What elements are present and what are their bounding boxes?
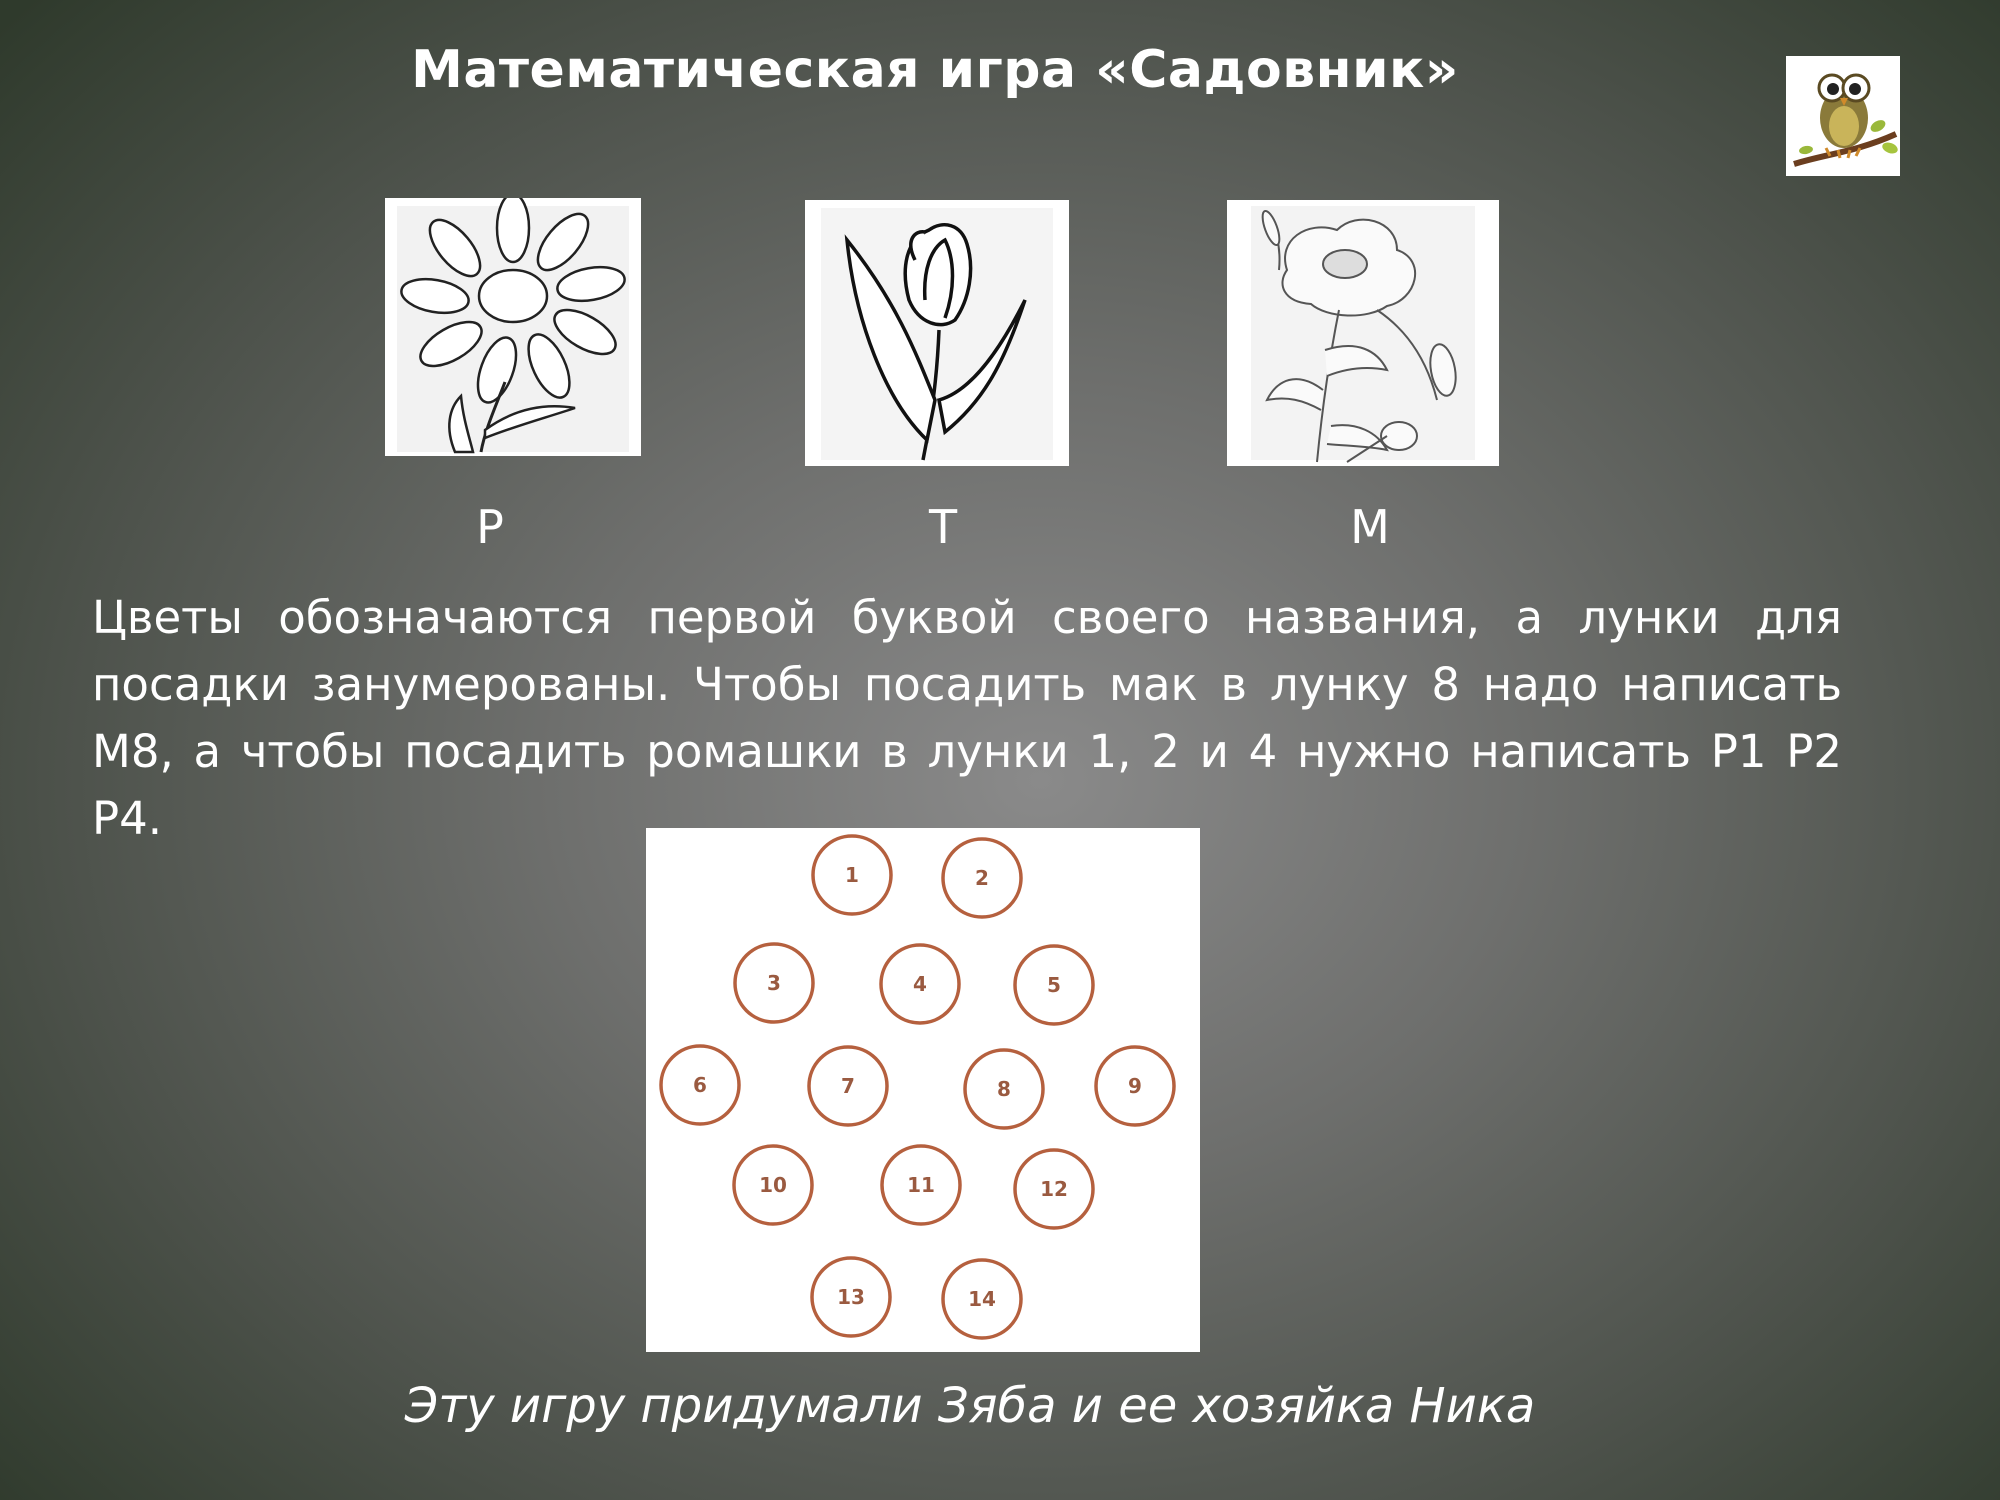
hole-8 bbox=[965, 1050, 1043, 1128]
hole-number: 3 bbox=[767, 971, 781, 995]
hole-number: 9 bbox=[1128, 1074, 1142, 1098]
holes-diagram bbox=[646, 828, 1200, 1352]
hole-10 bbox=[734, 1146, 812, 1224]
hole-3 bbox=[735, 944, 813, 1022]
hole-number: 11 bbox=[907, 1173, 935, 1197]
hole-6 bbox=[661, 1046, 739, 1124]
hole-number: 13 bbox=[837, 1285, 865, 1309]
hole-7 bbox=[809, 1047, 887, 1125]
flower-letter: Т bbox=[928, 500, 958, 554]
flower-letter: М bbox=[1350, 500, 1390, 554]
hole-14 bbox=[943, 1260, 1021, 1338]
hole-13 bbox=[812, 1258, 890, 1336]
poppy-card bbox=[1227, 200, 1499, 466]
hole-number: 2 bbox=[975, 866, 989, 890]
hole-number: 12 bbox=[1040, 1177, 1068, 1201]
hole-number: 10 bbox=[759, 1173, 787, 1197]
hole-5 bbox=[1015, 946, 1093, 1024]
hole-12 bbox=[1015, 1150, 1093, 1228]
hole-1 bbox=[813, 836, 891, 914]
daisy-icon bbox=[385, 198, 641, 456]
tulip-card bbox=[805, 200, 1069, 466]
hole-number: 7 bbox=[841, 1074, 855, 1098]
hole-number: 14 bbox=[968, 1287, 996, 1311]
hole-number: 5 bbox=[1047, 973, 1061, 997]
owl-icon bbox=[1786, 56, 1900, 176]
hole-2 bbox=[943, 839, 1021, 917]
poppy-icon bbox=[1227, 200, 1499, 466]
flower-letter: Р bbox=[476, 500, 504, 554]
hole-11 bbox=[882, 1146, 960, 1224]
hole-9 bbox=[1096, 1047, 1174, 1125]
holes-board bbox=[646, 828, 1200, 1352]
daisy-card bbox=[385, 198, 641, 456]
hole-number: 6 bbox=[693, 1073, 707, 1097]
hole-number: 8 bbox=[997, 1077, 1011, 1101]
tulip-icon bbox=[805, 200, 1069, 466]
page-title: Математическая игра «Садовник» bbox=[411, 40, 1459, 100]
game-description: Цветы обозначаются первой буквой своего названия, а лунки для посадки занумерованы. Чтобы посадить мак в лунку 8 надо написать М8, а чтобы посадить ромашки в лунки 1, 2 и 4 нужно написать Р1 Р2 Р4. bbox=[92, 591, 1842, 845]
hole-number: 1 bbox=[845, 863, 859, 887]
hole-4 bbox=[881, 945, 959, 1023]
hole-number: 4 bbox=[913, 972, 927, 996]
caption: Эту игру придумали Зяба и ее хозяйка Ника bbox=[404, 1378, 1536, 1434]
